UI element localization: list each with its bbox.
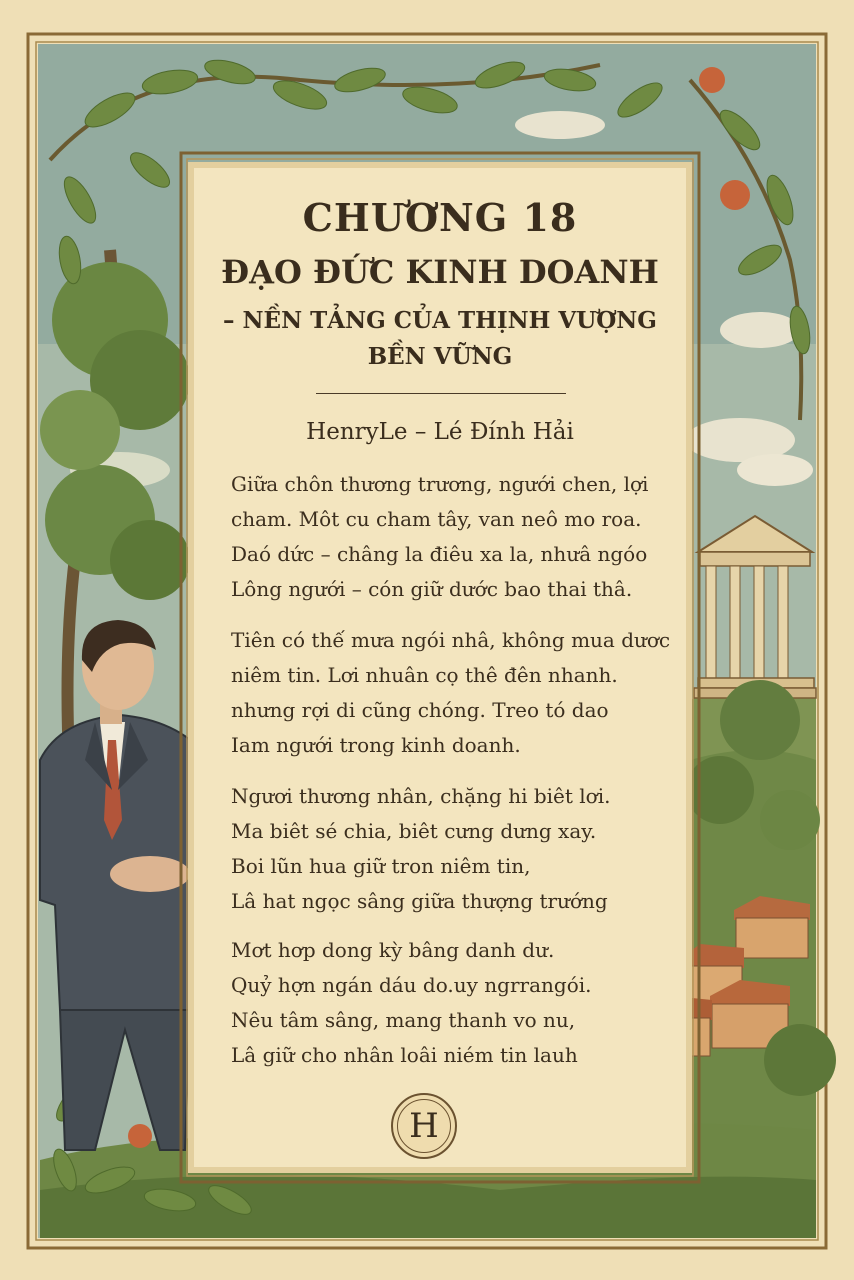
poem-line: Iam ngưới trong kinh doanh. [231,733,521,757]
poem-line: Tiên có thế mưa ngói nhâ, không mua dươc [231,628,671,652]
title-line-1: ĐẠO ĐỨC KINH DOANH [221,253,659,291]
chapter-heading: CHƯƠNG 18 [302,195,578,240]
poem-line: Ma biêt sé chia, biêt cưng dưng xay. [231,819,597,843]
poem-line: Giữa chôn thương trương, ngưới chen, lợi [231,472,649,496]
monogram-emblem [391,1093,457,1159]
stanza-1 [231,467,681,607]
title-divider [316,393,566,394]
poem-line: cham. Môt cu cham tây, van neô mo roa. [231,507,642,531]
poem-line: Ngươi thương nhân, chặng hi biêt lơi. [231,784,611,808]
poem-line: Lâ giữ cho nhân loâi niém tin lauh [231,1043,578,1067]
poem-panel [191,165,689,1170]
title-line-2: – NỀN TẢNG CỦA THỊNH VƯỢNG [223,307,657,334]
stanza-3 [231,779,681,919]
poem-line: niêm tin. Lơi nhuân cọ thê đên nhanh. [231,663,618,687]
stanza-2 [231,623,681,763]
monogram-letter: H [409,1106,439,1146]
poem-line: Mơt hơp dong kỳ bâng danh dư. [231,938,555,962]
poem-line: Lâ hat ngọc sâng giữa thượng trướng [231,889,608,913]
stanza-4 [231,933,681,1073]
poem-line: nhưng rợi di cũng chóng. Treo tó dao [231,698,609,722]
poem-line: Boi lũn hua giữ tron niêm tin, [231,854,531,878]
poem-line: Nêu tâm sâng, mang thanh vo nu, [231,1008,576,1032]
author-name: HenryLe – Lé Đính Hải [306,419,574,445]
poem-line: Daó dức – châng la điêu xa la, nhưâ ngóo [231,542,648,566]
poem-line: Quỷ hợn ngán dáu do.uy ngrrangói. [231,973,592,997]
title-line-3: BỀN VỮNG [367,343,513,370]
poem-line: Lông ngưới – cón giữ dước bao thai thâ. [231,577,633,601]
